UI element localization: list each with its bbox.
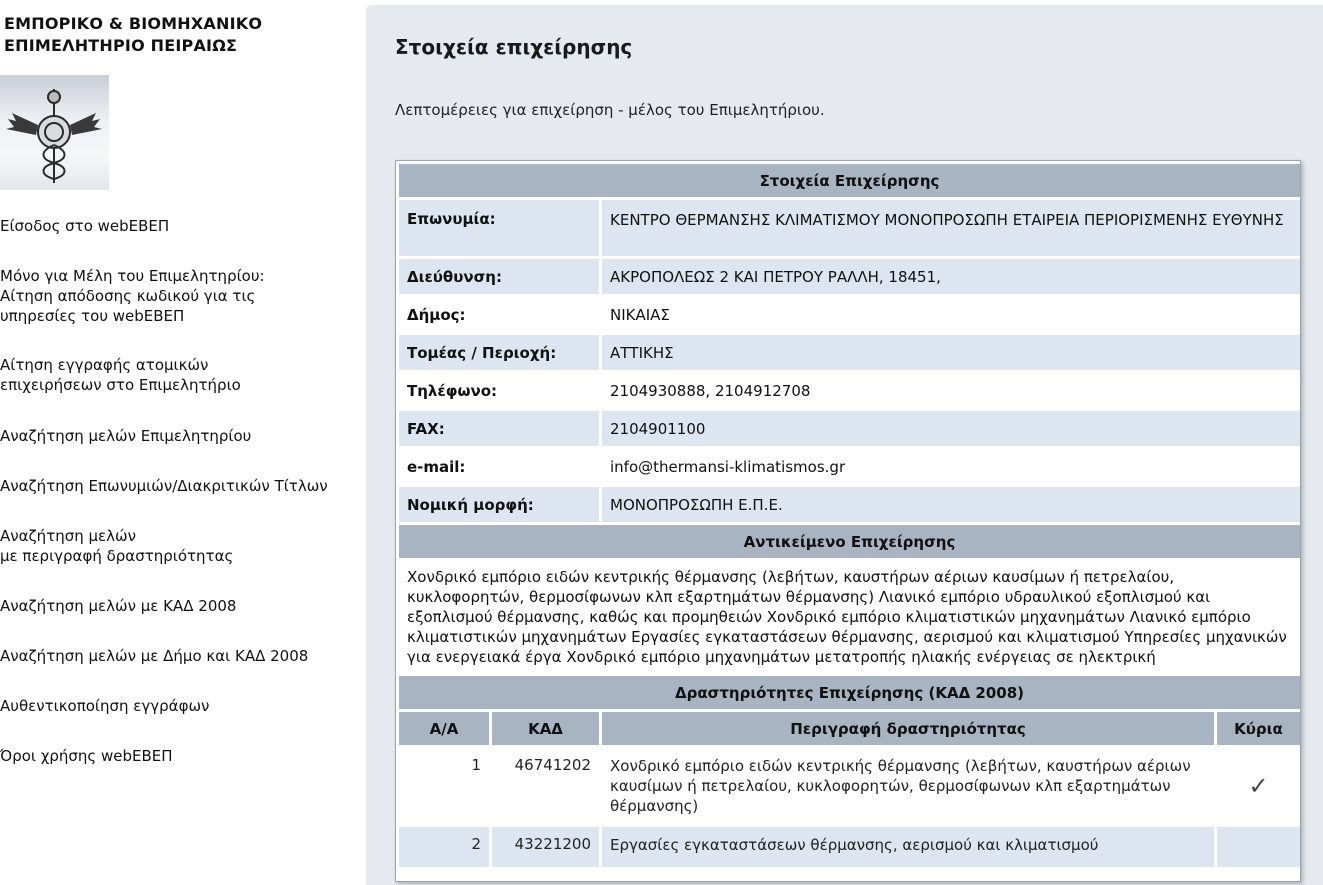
company-details-table <box>396 161 1301 870</box>
col-header-aa: Α/Α <box>399 712 489 745</box>
field-value-municipality: ΝΙΚΑΙΑΣ <box>610 305 670 324</box>
field-label-phone: Τηλέφωνο: <box>407 381 498 400</box>
activity-aa: 2 <box>399 827 489 867</box>
col-header-main: Κύρια <box>1217 712 1300 745</box>
activity-aa: 1 <box>471 756 481 774</box>
activity-row <box>399 748 1300 824</box>
section-header-object: Αντικείμενο Επιχείρησης <box>399 525 1300 558</box>
nav-search-by-activity[interactable]: Αναζήτηση μελών με περιγραφή δραστηριότητας <box>0 527 234 565</box>
chamber-logo <box>0 75 109 190</box>
field-value-email[interactable]: info@thermansi-klimatismos.gr <box>610 457 846 476</box>
field-label-region: Τομέας / Περιοχή: <box>399 335 599 370</box>
nav-request-code[interactable]: Μόνο για Μέλη του Επιμελητηρίου: Αίτηση απόδοσης κωδικού για τις υπηρεσίες του webΕΒΕΠ <box>0 267 265 325</box>
field-label-email: e-mail: <box>407 457 466 476</box>
section-header-activities: Δραστηριότητες Επιχείρησης (ΚΑΔ 2008) <box>399 676 1300 709</box>
nav-search-titles[interactable]: Αναζήτηση Επωνυμιών/Διακριτικών Τίτλων <box>0 477 328 495</box>
col-header-kad: ΚΑΔ <box>492 712 599 745</box>
nav-search-members[interactable]: Αναζήτηση μελών Επιμελητηρίου <box>0 427 252 445</box>
activity-kad: 43221200 <box>492 827 599 867</box>
field-value-address: ΑΚΡΟΠΟΛΕΩΣ 2 ΚΑΙ ΠΕΤΡΟΥ ΡΑΛΛΗ, 18451, <box>602 259 1300 294</box>
activity-description: Χονδρικό εμπόριο ειδών κεντρικής θέρμανσης (λεβήτων, καυστήρων αέριων καυσίμων ή πετρελαίου, κυκλοφορητών, θερμοσίφωνων κλπ εξαρτημάτων θέρμανσης) <box>610 757 1191 815</box>
nav-terms-of-use[interactable]: Όροι χρήσης webΕΒΕΠ <box>0 747 173 765</box>
field-label-address: Διεύθυνση: <box>399 259 599 294</box>
activity-kad: 46741202 <box>514 756 591 774</box>
field-label-municipality: Δήμος: <box>407 305 466 324</box>
section-header-company: Στοιχεία Επιχείρησης <box>399 164 1300 197</box>
field-label-fax: FAX: <box>399 411 599 446</box>
nav-register-individual[interactable]: Αίτηση εγγραφής ατομικών επιχειρήσεων στο Επιμελητήριο <box>0 356 241 394</box>
field-label-legal-form: Νομική μορφή: <box>399 487 599 522</box>
field-value-fax: 2104901100 <box>602 411 1300 446</box>
main-activity-check-icon: ✓ <box>1248 772 1269 800</box>
field-label-name: Επωνυμία: <box>399 200 599 256</box>
company-details-card <box>395 160 1301 882</box>
activity-description: Εργασίες εγκαταστάσεων θέρμανσης, αερισμού και κλιματισμού <box>602 827 1214 867</box>
nav-search-by-kad[interactable]: Αναζήτηση μελών με ΚΑΔ 2008 <box>0 597 237 615</box>
main-activity-check-icon <box>1217 827 1300 867</box>
activity-row <box>399 827 1300 867</box>
field-value-legal-form: ΜΟΝΟΠΡΟΣΩΠΗ Ε.Π.Ε. <box>602 487 1300 522</box>
nav-login-webevep[interactable]: Είσοδος στο webΕΒΕΠ <box>0 217 170 235</box>
field-value-region: ΑΤΤΙΚΗΣ <box>602 335 1300 370</box>
business-object-text: Χονδρικό εμπόριο ειδών κεντρικής θέρμανσης (λεβήτων, καυστήρων αέριων καυσίμων ή πετρελαίου, κυκλοφορητών, θερμοσίφωνων κλπ εξαρτημάτων θέρμανσης) Λιανικό εμπόριο υδραυλικού εξοπλισμού και εξοπλισμού θέρμανσης, καθώς και προμηθειών Χονδρικό εμπόριο κλιματιστικών μηχανημάτων Λιανικό εμπόριο κλιματιστικών μηχανημάτων Εργασίες εγκαταστάσεων θέρμανσης, αερισμού και κλιματισμού Υπηρεσίες μηχανικών για ενεργειακά έργα Χονδρικό εμπόριο μηχανημάτων μετατροπής ηλιακής ενέργειας σε ηλεκτρική <box>407 568 1287 666</box>
field-value-name: ΚΕΝΤΡΟ ΘΕΡΜΑΝΣΗΣ ΚΛΙΜΑΤΙΣΜΟΥ ΜΟΝΟΠΡΟΣΩΠΗ ΕΤΑΙΡΕΙΑ ΠΕΡΙΟΡΙΣΜΕΝΗΣ ΕΥΘΥΝΗΣ <box>602 200 1300 256</box>
page-title: Στοιχεία επιχείρησης <box>395 35 633 59</box>
nav-document-authentication[interactable]: Αυθεντικοποίηση εγγράφων <box>0 697 210 715</box>
page-description: Λεπτομέρειες για επιχείρηση - μέλος του Επιμελητήριου. <box>395 101 825 119</box>
nav-search-by-municipality-kad[interactable]: Αναζήτηση μελών με Δήμο και ΚΑΔ 2008 <box>0 647 309 665</box>
main-panel <box>366 5 1323 885</box>
sidebar <box>0 0 360 873</box>
org-title: ΕΜΠΟΡΙΚΟ & ΒΙΟΜΗΧΑΝΙΚΟ ΕΠΙΜΕΛΗΤΗΡΙΟ ΠΕΙΡΑΙΩΣ <box>4 14 263 55</box>
field-value-phone: 2104930888, 2104912708 <box>610 381 811 400</box>
col-header-description: Περιγραφή δραστηριότητας <box>602 712 1214 745</box>
